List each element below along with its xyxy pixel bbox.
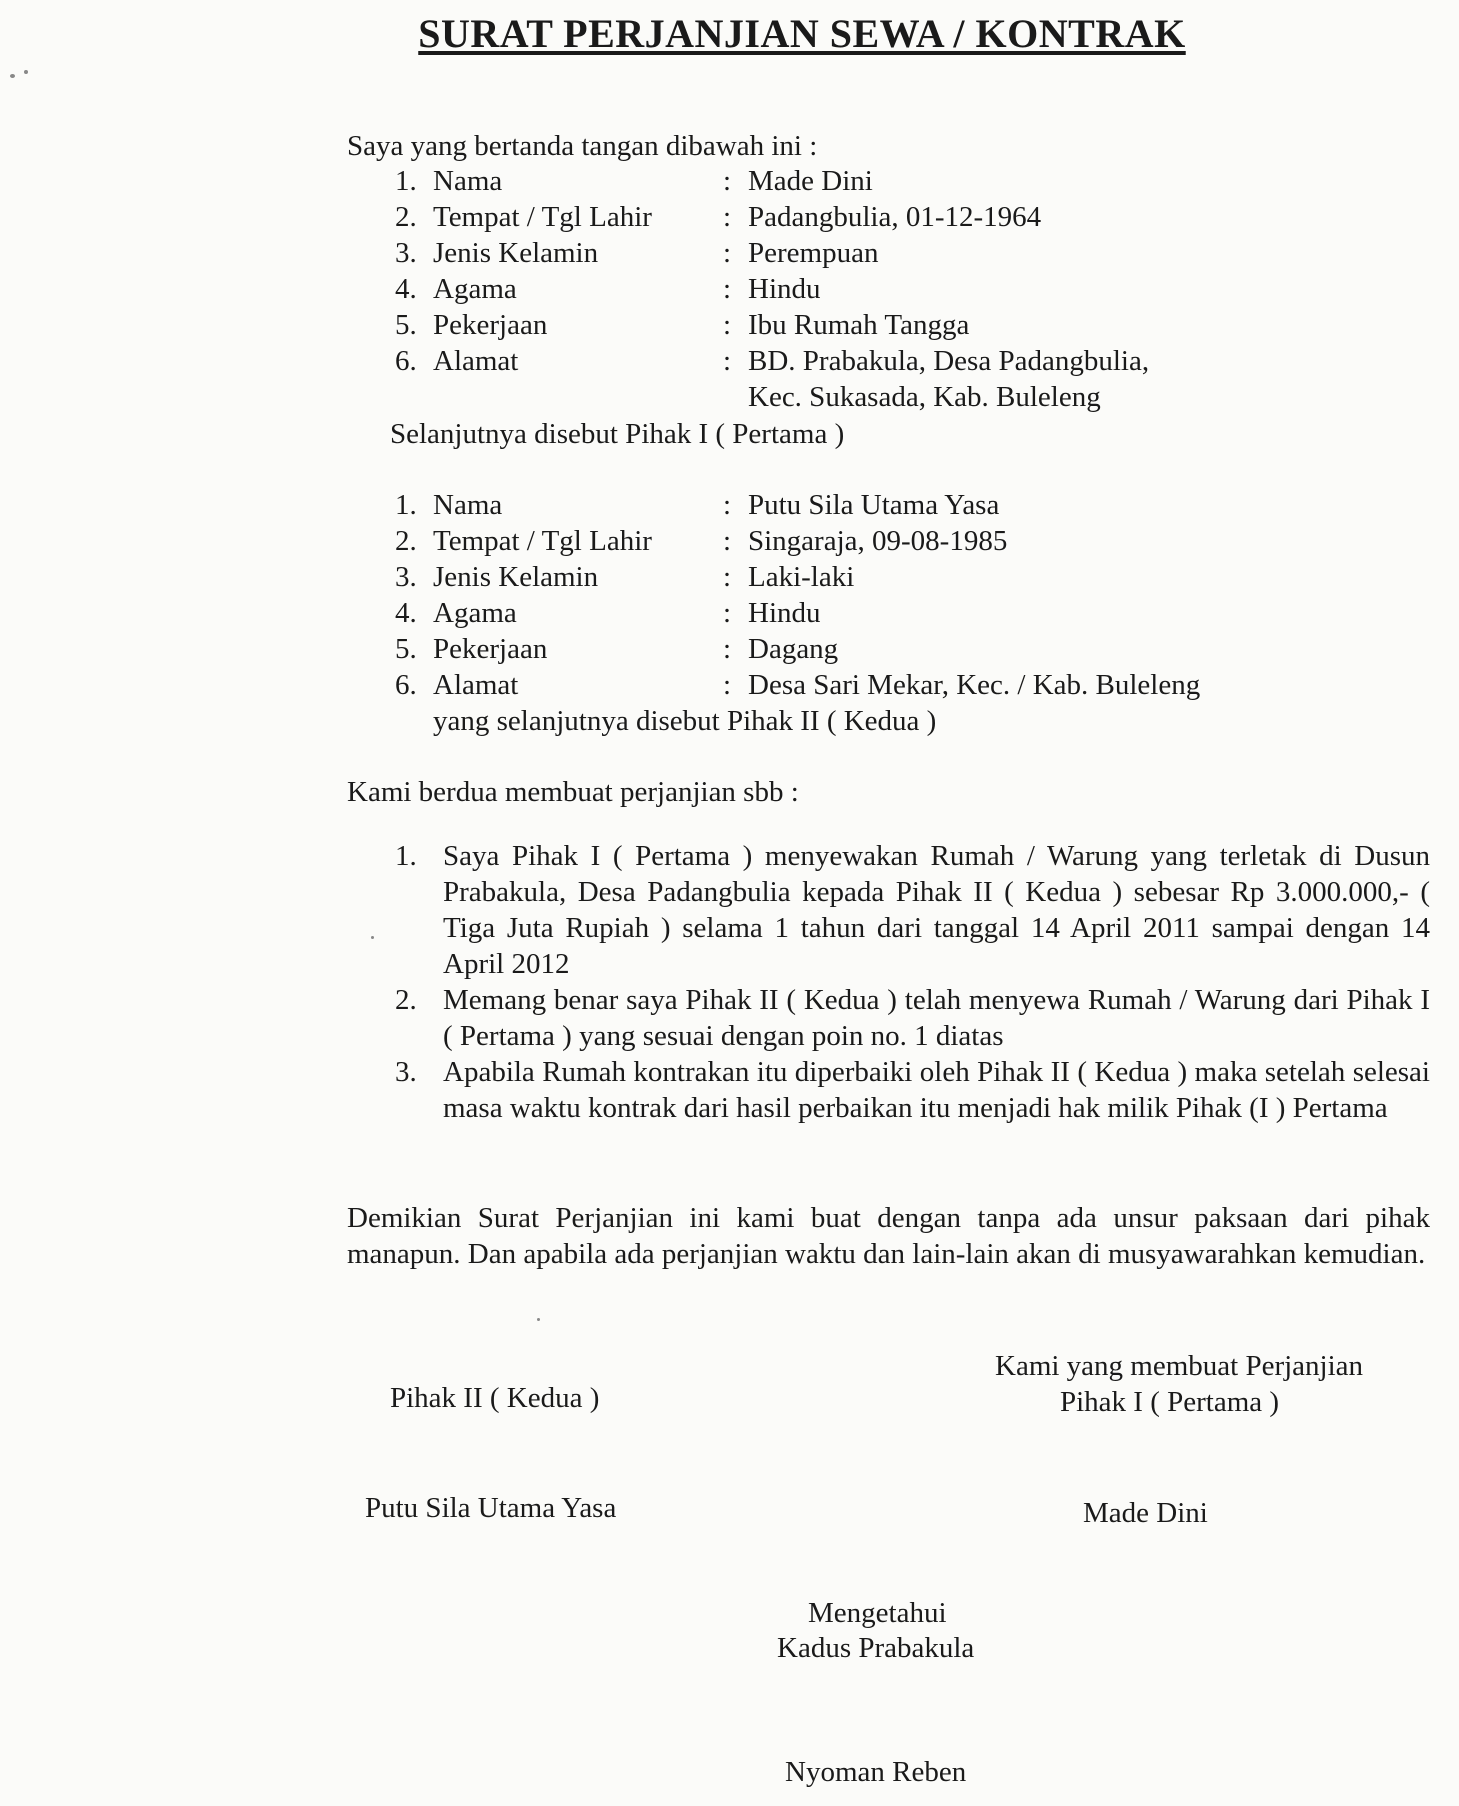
- party1-row: 4. Agama : Hindu: [395, 273, 821, 305]
- party1-row: 6. Alamat : BD. Prabakula, Desa Padangbulia,: [395, 345, 1150, 377]
- right-signatory-title: Pihak I ( Pertama ): [1060, 1386, 1280, 1418]
- intro-text: Saya yang bertanda tangan dibawah ini :: [347, 130, 818, 162]
- party1-row: 2. Tempat / Tgl Lahir : Padangbulia, 01-12-1964: [395, 201, 1042, 233]
- party2-row: 5. Pekerjaan : Dagang: [395, 633, 839, 665]
- witness-name: Nyoman Reben: [785, 1756, 967, 1788]
- agreement-intro: Kami berdua membuat perjanjian sbb :: [347, 776, 799, 808]
- witness-title: Kadus Prabakula: [777, 1632, 975, 1664]
- party1-row: 1. Nama : Made Dini: [395, 165, 873, 197]
- party2-row: 4. Agama : Hindu: [395, 597, 821, 629]
- scan-speck: [537, 1318, 540, 1321]
- scan-speck: [371, 936, 374, 939]
- left-signatory-name: Putu Sila Utama Yasa: [365, 1492, 617, 1524]
- party2-designation: yang selanjutnya disebut Pihak II ( Kedua ): [433, 705, 937, 737]
- party1-designation: Selanjutnya disebut Pihak I ( Pertama ): [390, 418, 845, 450]
- party1-details: [395, 163, 1355, 415]
- agreement-list: [395, 838, 1430, 1126]
- right-signatory-name: Made Dini: [1083, 1497, 1208, 1529]
- witness-line1: Mengetahui: [808, 1597, 947, 1629]
- party2-row: 2. Tempat / Tgl Lahir : Singaraja, 09-08-1985: [395, 525, 1008, 557]
- agreement-item: 2. Memang benar saya Pihak II ( Kedua ) telah menyewa Rumah / Warung dari Pihak I ( Pertama ) yang sesuai dengan poin no. 1 diatas: [395, 984, 1430, 1052]
- scan-speck: [10, 74, 15, 78]
- agreement-item: 1. Saya Pihak I ( Pertama ) menyewakan Rumah / Warung yang terletak di Dusun Prabakula, Desa Padangbulia kepada Pihak II ( Kedua ) sebesar Rp 3.000.000,- ( Tiga Juta Rupiah ) selama 1 tahun dari tanggal 14 April 2011 sampai dengan 14 April 2012: [395, 840, 1430, 980]
- party1-row: 5. Pekerjaan : Ibu Rumah Tangga: [395, 309, 970, 341]
- left-signatory-title: Pihak II ( Kedua ): [390, 1382, 600, 1414]
- party2-details: [395, 487, 1355, 703]
- party1-address-continued: Kec. Sukasada, Kab. Buleleng: [748, 381, 1101, 413]
- closing-paragraph: Demikian Surat Perjanjian ini kami buat dengan tanpa ada unsur paksaan dari pihak manapun. Dan apabila ada perjanjian waktu dan lain-lain akan di musyawarahkan kemudian.: [347, 1202, 1430, 1270]
- scan-speck: [24, 70, 28, 74]
- party2-row: 3. Jenis Kelamin : Laki-laki: [395, 561, 855, 593]
- agreement-item: 3. Apabila Rumah kontrakan itu diperbaiki oleh Pihak II ( Kedua ) maka setelah selesai masa waktu kontrak dari hasil perbaikan itu menjadi hak milik Pihak (I ) Pertama: [395, 1056, 1430, 1124]
- right-signatory-line1: Kami yang membuat Perjanjian: [995, 1350, 1364, 1382]
- document-title: SURAT PERJANJIAN SEWA / KONTRAK: [418, 11, 1186, 56]
- party2-row: 6. Alamat : Desa Sari Mekar, Kec. / Kab. Buleleng: [395, 669, 1201, 701]
- party2-row: 1. Nama : Putu Sila Utama Yasa: [395, 489, 1000, 521]
- party1-row: 3. Jenis Kelamin : Perempuan: [395, 237, 879, 269]
